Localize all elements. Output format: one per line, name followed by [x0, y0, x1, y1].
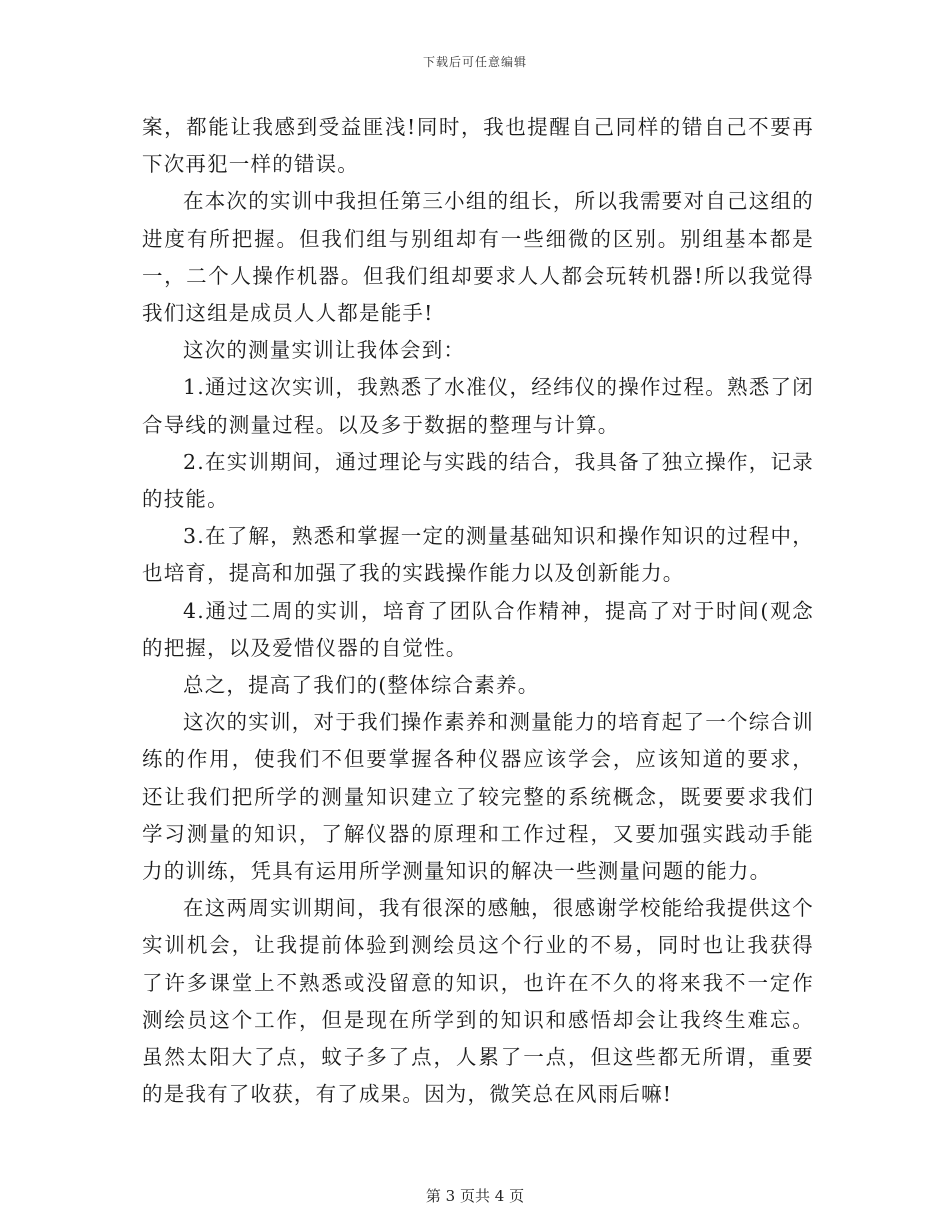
paragraph-conclusion: 在这两周实训期间，我有很深的感触，很感谢学校能给我提供这个实训机会，让我提前体验到测绘员这个行业的不易，同时也让我获得了许多课堂上不熟悉或没留意的知识，也许在不久的将来我不一定作测绘员这个工作，但是现在所学到的知识和感悟却会让我终生难忘。虽然太阳大了点，蚊子多了点，人累了一点，但这些都无所谓，重要的是我有了收获，有了成果。因为，微笑总在风雨后嘛! — [142, 896, 814, 1107]
document-body — [142, 109, 814, 1113]
paragraph-summary: 总之，提高了我们的(整体综合素养。 — [183, 673, 540, 698]
list-item-4: 4.通过二周的实训，培育了团队合作精神，提高了对于时间(观念的把握，以及爱惜仪器的自觉性。 — [142, 598, 814, 660]
list-item-3: 3.在了解，熟悉和掌握一定的测量基础知识和操作知识的过程中，也培育，提高和加强了我的实践操作能力以及创新能力。 — [142, 524, 814, 586]
paragraph-3: 这次的测量实训让我体会到： — [183, 338, 466, 363]
paragraph-training: 这次的实训，对于我们操作素养和测量能力的培育起了一个综合训练的作用，使我们不但要掌握各种仪器应该学会，应该知道的要求，还让我们把所学的测量知识建立了较完整的系统概念，既要要求我们学习测量的知识，了解仪器的原理和工作过程，又要加强实践动手能力的训练，凭具有运用所学测量知识的解决一些测量问题的能力。 — [142, 710, 814, 884]
page-footer: 第 3 页共 4 页 — [425, 1187, 525, 1205]
paragraph-2: 在本次的实训中我担任第三小组的组长，所以我需要对自己这组的进度有所把握。但我们组与别组却有一些细微的区别。别组基本都是一，二个人操作机器。但我们组却要求人人都会玩转机器!所以我觉得我们这组是成员人人都是能手! — [142, 189, 814, 326]
page-header: 下载后可任意编辑 — [422, 55, 527, 69]
list-item-1: 1.通过这次实训，我熟悉了水准仪，经纬仪的操作过程。熟悉了闭合导线的测量过程。以及多于数据的整理与计算。 — [142, 375, 814, 437]
list-item-2: 2.在实训期间，通过理论与实践的结合，我具备了独立操作，记录的技能。 — [142, 449, 814, 512]
paragraph-1: 案，都能让我感到受益匪浅!同时，我也提醒自己同样的错自己不要再下次再犯一样的错误。 — [142, 115, 814, 177]
